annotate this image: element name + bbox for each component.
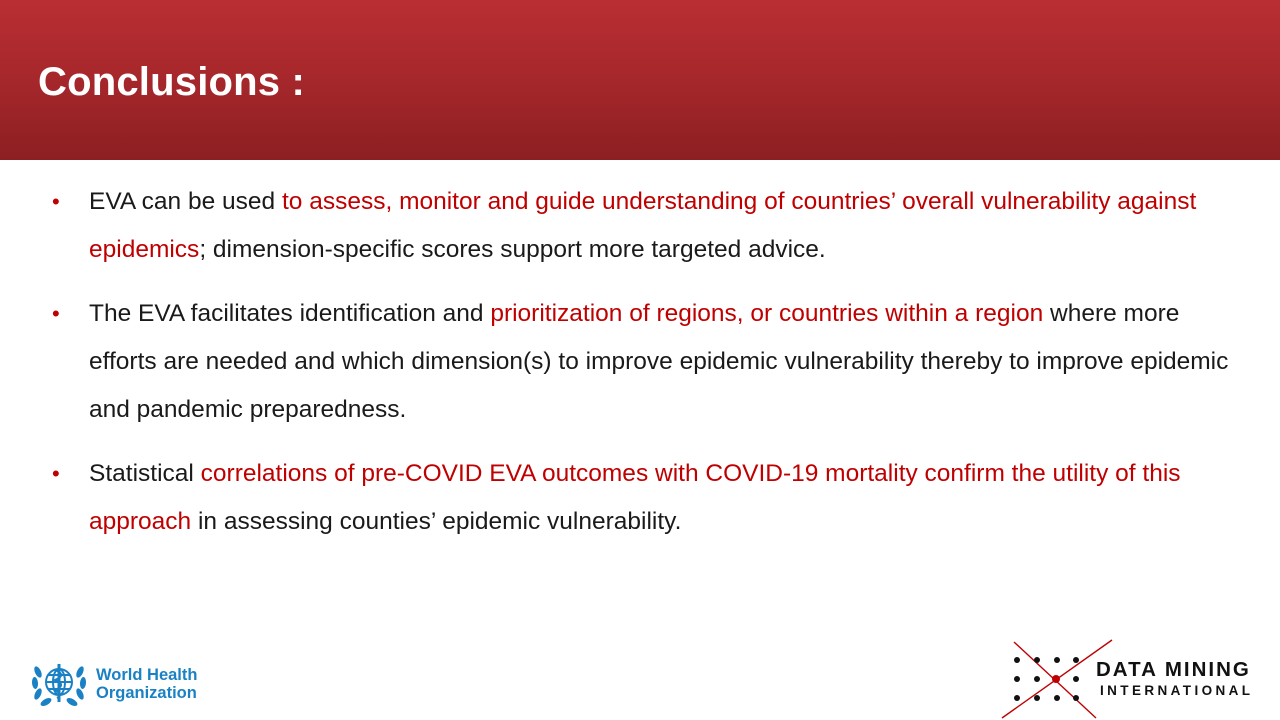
title-banner <box>0 0 1280 160</box>
bullet-list <box>52 178 1232 562</box>
dmi-line2: INTERNATIONAL <box>1100 683 1254 698</box>
dmi-line1: DATA MINING <box>1096 658 1251 681</box>
bullet-text-run: EVA can be used <box>89 188 282 215</box>
who-logo <box>28 656 228 712</box>
bullet-item <box>52 178 1232 274</box>
bullet-text-run: in assessing counties’ epidemic vulnerability. <box>191 508 682 535</box>
bullet-item <box>52 290 1232 434</box>
dmi-logo <box>1000 638 1280 720</box>
bullet-text-highlight: correlations of pre-COVID EVA outcomes with COVID-19 mortality confirm the utility of this approach <box>89 460 1181 535</box>
bullet-text-run: Statistical <box>89 460 201 487</box>
bullet-item <box>52 450 1232 546</box>
who-line1: World Health <box>96 666 198 684</box>
who-emblem-icon <box>28 658 90 710</box>
bullet-text-run: ; dimension-specific scores support more targeted advice. <box>199 236 826 263</box>
bullet-text-highlight: prioritization of regions, or countries within a region <box>490 300 1044 327</box>
bullet-marker: • <box>52 189 60 214</box>
who-wordmark <box>96 666 197 702</box>
slide-title: Conclusions : <box>38 60 306 104</box>
bullet-text-run: where more efforts are needed and which dimension(s) to improve epidemic vulnerability thereby to improve epidemic and pandemic preparedness. <box>89 300 1229 423</box>
who-line2: Organization <box>96 684 197 702</box>
bullet-text-highlight: to assess, monitor and guide understanding of countries’ overall vulnerability against epidemics <box>89 188 1197 263</box>
bullet-marker: • <box>52 461 60 486</box>
bullet-marker: • <box>52 301 60 326</box>
bullet-text-run: The EVA facilitates identification and <box>89 300 491 327</box>
